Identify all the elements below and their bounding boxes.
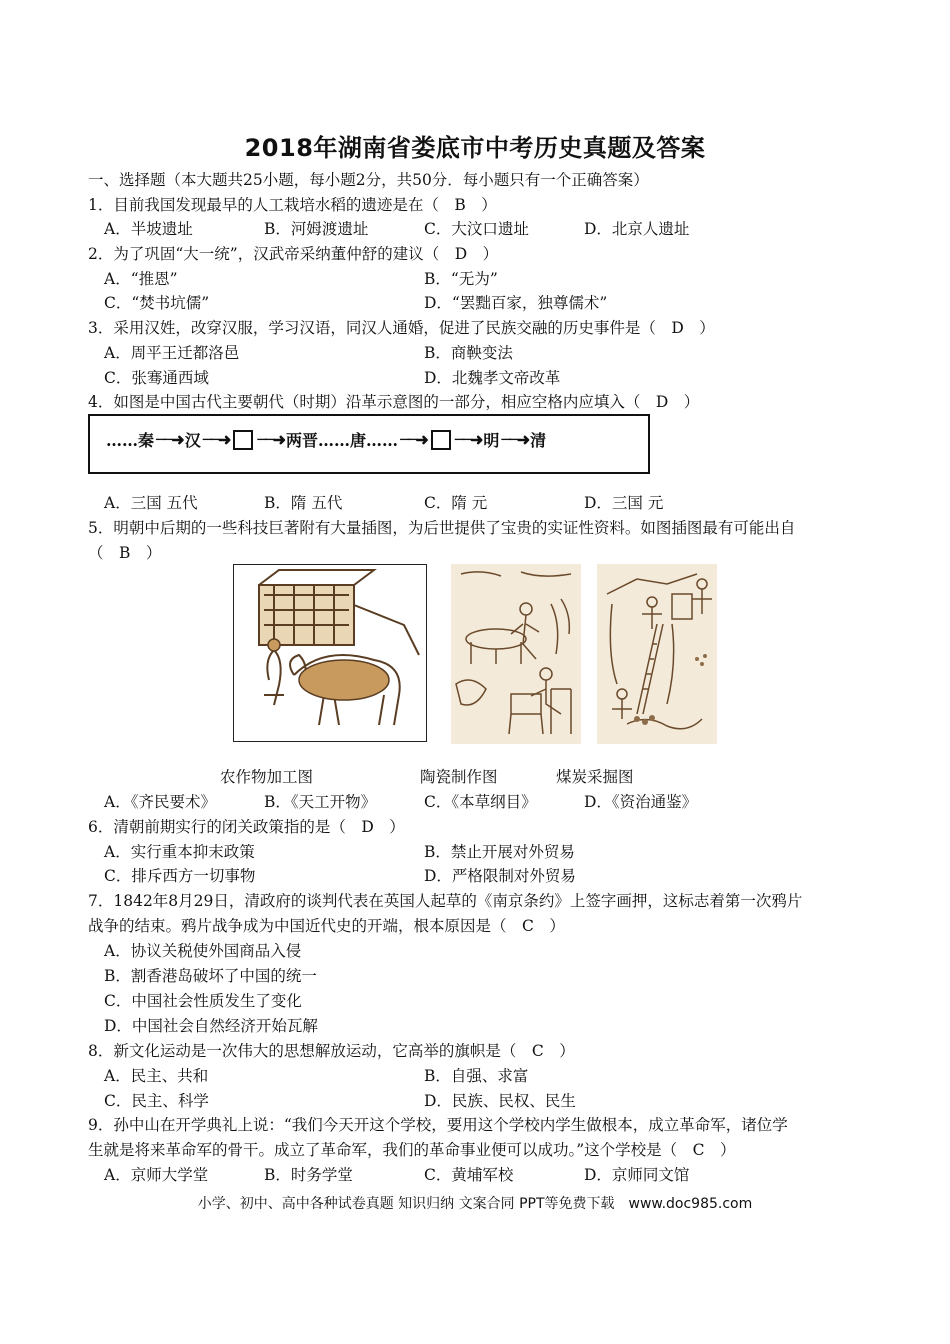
question-4-stem: 4．如图是中国古代主要朝代（时期）沿革示意图的一部分，相应空格内应填入（ D ）	[88, 393, 700, 411]
q7-option-c: C．中国社会性质发生了变化	[104, 992, 302, 1010]
q6-option-a: A．实行重本抑末政策	[104, 843, 255, 861]
q7-option-d: D．中国社会自然经济开始瓦解	[104, 1017, 318, 1035]
page-title: 2018年湖南省娄底市中考历史真题及答案	[244, 134, 706, 162]
q6-option-d: D．严格限制对外贸易	[424, 867, 576, 885]
q4-option-a: A．三国 五代	[104, 494, 198, 512]
dynasty-chain	[106, 428, 546, 451]
q8-option-b: B．自强、求富	[424, 1067, 529, 1085]
q2-option-d: D．“罢黜百家，独尊儒术”	[424, 294, 608, 312]
pottery-making-illustration	[451, 564, 581, 744]
chain-qing: 清	[530, 431, 547, 450]
q5-option-b: B．《天工开物》	[264, 793, 377, 811]
arrow-icon: ──➜	[202, 430, 230, 449]
q3-option-b: B．商鞅变法	[424, 344, 513, 362]
question-7-stem-cont: 战争的结束。鸦片战争成为中国近代史的开端，根本原因是（ C ）	[88, 917, 565, 935]
q2-option-c: C．“焚书坑儒”	[104, 294, 210, 312]
q1-option-d: D．北京人遗址	[584, 220, 690, 238]
q9-option-c: C．黄埔军校	[424, 1166, 514, 1184]
q5-option-a: A．《齐民要术》	[104, 793, 216, 811]
blank-box-2	[431, 430, 451, 450]
chain-ming: 明	[483, 431, 500, 450]
q6-option-c: C．排斥西方一切事物	[104, 867, 256, 885]
question-9-stem-cont: 生就是将来革命军的骨干。成立了革命军，我们的革命事业便可以成功。”这个学校是（ C ）	[88, 1141, 736, 1159]
q4-option-b: B．隋 五代	[264, 494, 343, 512]
blank-box-1	[233, 430, 253, 450]
q4-option-c: C．隋 元	[424, 494, 488, 512]
question-3-stem: 3．采用汉姓，改穿汉服，学习汉语，同汉人通婚，促进了民族交融的历史事件是（ D ）	[88, 319, 715, 337]
q9-option-d: D．京师同文馆	[584, 1166, 690, 1184]
footer-link[interactable]: 小学、初中、高中各种试卷真题 知识归纳 文案合同 PPT等免费下载 www.doc985.com	[197, 1196, 753, 1212]
q2-option-a: A．“推恩”	[104, 270, 178, 288]
caption-pottery-making: 陶瓷制作图	[420, 768, 498, 786]
q5-option-d: D．《资治通鉴》	[584, 793, 698, 811]
chain-jin-tang: 两晋……唐……	[286, 431, 399, 450]
q1-option-c: C．大汶口遗址	[424, 220, 529, 238]
q3-option-d: D．北魏孝文帝改革	[424, 369, 561, 387]
question-9-stem: 9．孙中山在开学典礼上说：“我们今天开这个学校，要用这个学校内学生做根本，成立革命军，诸位学	[88, 1116, 788, 1134]
arrow-icon: ──➜	[156, 430, 183, 449]
question-6-stem: 6．清朝前期实行的闭关政策指的是（ D ）	[88, 818, 405, 836]
dynasty-chain-box	[88, 414, 650, 474]
caption-coal-mining: 煤炭采掘图	[556, 768, 634, 786]
q1-option-a: A．半坡遗址	[104, 220, 193, 238]
q8-option-d: D．民族、民权、民生	[424, 1092, 576, 1110]
q9-option-a: A．京师大学堂	[104, 1166, 209, 1184]
arrow-icon: ──➜	[454, 430, 482, 449]
question-7-stem: 7．1842年8月29日，清政府的谈判代表在英国人起草的《南京条约》上签字画押，这标志着第一次鸦片	[88, 892, 803, 910]
question-1-stem: 1．目前我国发现最早的人工栽培水稻的遗迹是在（ B ）	[88, 196, 497, 214]
caption-crop-processing: 农作物加工图	[220, 768, 314, 786]
q4-option-d: D．三国 元	[584, 494, 664, 512]
arrow-icon: ──➜	[257, 430, 285, 449]
q8-option-a: A．民主、共和	[104, 1067, 209, 1085]
chain-qin: ……秦	[106, 431, 155, 450]
q9-option-b: B．时务学堂	[264, 1166, 353, 1184]
q5-option-c: C．《本草纲目》	[424, 793, 537, 811]
arrow-icon: ──➜	[400, 430, 427, 449]
coal-mining-illustration	[597, 564, 717, 744]
q3-option-a: A．周平王迁都洛邑	[104, 344, 240, 362]
q3-option-c: C．张骞通西域	[104, 369, 209, 387]
q7-option-b: B．割香港岛破坏了中国的统一	[104, 967, 317, 985]
crop-processing-illustration	[233, 564, 427, 742]
q1-option-b: B．河姆渡遗址	[264, 220, 369, 238]
arrow-icon: ──➜	[501, 430, 529, 449]
section-heading: 一、选择题（本大题共25小题，每小题2分，共50分．每小题只有一个正确答案）	[88, 171, 649, 189]
q6-option-b: B．禁止开展对外贸易	[424, 843, 575, 861]
chain-han: 汉	[184, 431, 201, 450]
question-2-stem: 2．为了巩固“大一统”，汉武帝采纳董仲舒的建议（ D ）	[88, 245, 499, 263]
q8-option-c: C．民主、科学	[104, 1092, 209, 1110]
question-5-stem-cont: （ B ）	[88, 544, 162, 562]
q2-option-b: B．“无为”	[424, 270, 498, 288]
question-5-stem: 5．明朝中后期的一些科技巨著附有大量插图，为后世提供了宝贵的实证性资料。如图插图最有可能出自	[88, 519, 796, 537]
q7-option-a: A．协议关税使外国商品入侵	[104, 942, 302, 960]
question-8-stem: 8．新文化运动是一次伟大的思想解放运动，它高举的旗帜是（ C ）	[88, 1042, 575, 1060]
